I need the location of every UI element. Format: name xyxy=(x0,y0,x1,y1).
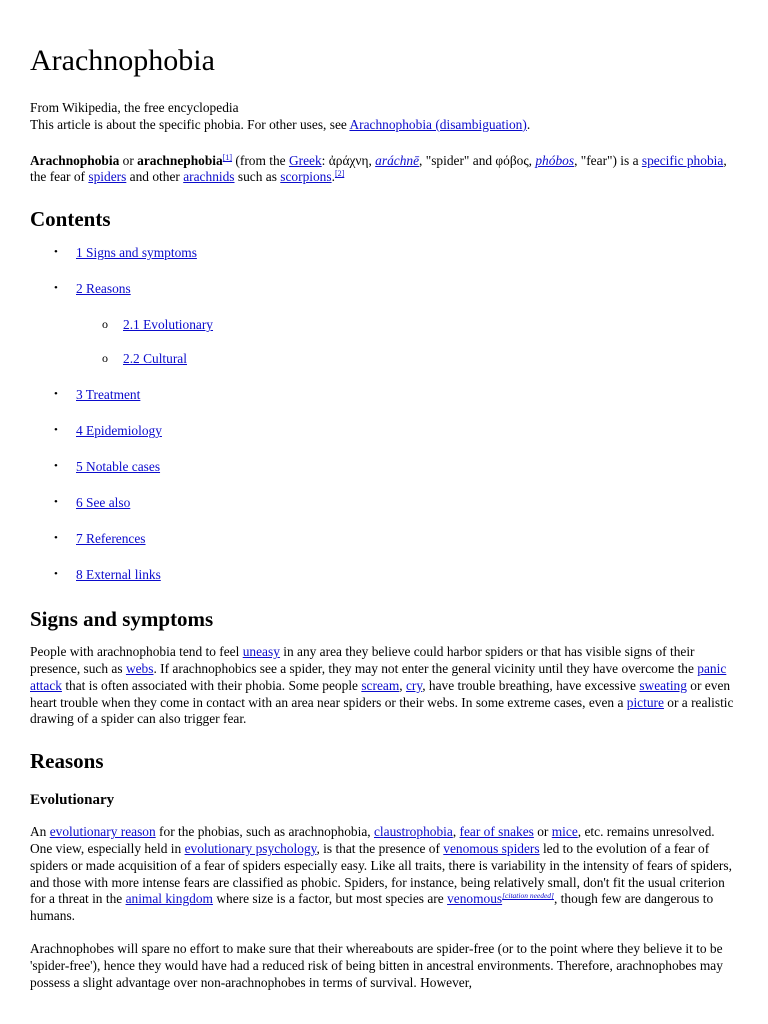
body-text: People with arachnophobia tend to feel xyxy=(30,644,243,660)
signs-heading: Signs and symptoms xyxy=(30,607,214,632)
scorpions-link[interactable]: scorpions xyxy=(280,169,332,185)
evolutionary-paragraph-2: Arachnophobes will spare no effort to make sure that their whereabouts are spider-free (or to the point where they believe it to be 'spider-free'), hence they would have had a reduced risk of being bitten in ancestral environments. Therefore, arachnophobes may possess a slight advantage over non-arachnophobes in terms of survival. However, xyxy=(30,940,723,990)
toc-item xyxy=(30,458,738,494)
lead-text: , the fear of xyxy=(30,152,727,185)
fear-of-snakes-link[interactable]: fear of snakes xyxy=(459,824,534,840)
body-text: , though few are dangerous to humans. xyxy=(30,891,714,924)
bullet-icon: • xyxy=(54,496,58,509)
body-text: or a realistic drawing of a spider can also trigger fear. xyxy=(30,694,734,727)
uneasy-link[interactable]: uneasy xyxy=(242,644,280,660)
phobos-link[interactable] xyxy=(535,153,574,168)
venomous-spiders-link[interactable]: venomous spiders xyxy=(443,840,540,856)
body-text: or even heart trouble when they come in contact with an area near spiders or their webs. In some extreme cases, even a xyxy=(30,677,731,710)
spiders-link[interactable]: spiders xyxy=(88,169,127,185)
arachnids-link[interactable]: arachnids xyxy=(183,169,235,185)
lead-text: , "fear") is a xyxy=(574,152,642,168)
evolutionary-heading: Evolutionary xyxy=(30,792,115,809)
toc-link-treatment[interactable]: 3 Treatment xyxy=(76,387,141,403)
ref-link-2[interactable]: [2] xyxy=(334,169,345,179)
hatnote-text: This article is about the specific phobia. For other uses, see xyxy=(30,116,350,132)
disambiguation-link[interactable]: Arachnophobia (disambiguation) xyxy=(349,116,527,132)
panic-attack-link[interactable]: panic attack xyxy=(30,660,727,693)
body-text: , etc. remains unresolved. One view, especially held in xyxy=(30,824,715,856)
tagline: From Wikipedia, the free encyclopedia xyxy=(30,100,239,115)
circle-bullet-icon: o xyxy=(102,351,108,366)
bullet-icon: • xyxy=(54,246,58,259)
toc-link-reasons[interactable]: 2 Reasons xyxy=(76,281,131,297)
toc-link-external-links[interactable]: 8 External links xyxy=(76,567,161,583)
lead-text: (from the xyxy=(232,152,289,168)
toc-subitem xyxy=(30,350,738,386)
lead-paragraph xyxy=(30,153,738,187)
toc-link-notable-cases[interactable]: 5 Notable cases xyxy=(76,459,161,475)
venomous-link[interactable]: venomous xyxy=(447,891,503,907)
evolutionary-reason-link[interactable]: evolutionary reason xyxy=(49,824,156,840)
scream-link[interactable]: scream xyxy=(361,677,400,693)
bullet-icon: • xyxy=(54,568,58,581)
bullet-icon: • xyxy=(54,532,58,545)
evolutionary-paragraph xyxy=(30,824,738,925)
bullet-icon: • xyxy=(54,282,58,295)
body-text: , is that the presence of xyxy=(316,840,444,856)
sweating-link[interactable]: sweating xyxy=(639,677,687,693)
circle-bullet-icon: o xyxy=(102,317,108,332)
lead-text: or xyxy=(119,152,138,168)
toc-link-signs[interactable]: 1 Signs and symptoms xyxy=(76,245,197,261)
bullet-icon: • xyxy=(54,460,58,473)
toc-link-cultural[interactable]: 2.2 Cultural xyxy=(123,351,187,367)
toc-link-references[interactable]: 7 References xyxy=(76,531,146,547)
hatnote xyxy=(30,117,738,134)
body-text: . If arachnophobics see a spider, they may not enter the general vicinity until they have overcome the xyxy=(153,660,698,676)
body-text: for the phobias, such as arachnophobia, xyxy=(155,824,374,840)
toc-subitem xyxy=(30,316,738,350)
body-text: in any area they believe could harbor spiders or that has visible signs of their presence, such as xyxy=(30,644,695,676)
body-text: where size is a factor, but most species are xyxy=(212,891,448,907)
toc-item xyxy=(30,566,738,602)
bullet-icon: • xyxy=(54,424,58,437)
table-of-contents xyxy=(30,244,738,602)
signs-paragraph xyxy=(30,644,738,728)
ref-link-1[interactable]: [1] xyxy=(222,152,233,162)
lead-text: : ἀράχνη, xyxy=(321,152,376,168)
body-text: or xyxy=(533,824,552,840)
evolutionary-psychology-link[interactable]: evolutionary psychology xyxy=(184,840,317,856)
reasons-heading: Reasons xyxy=(30,749,104,774)
picture-link[interactable]: picture xyxy=(626,694,664,710)
toc-item xyxy=(30,244,738,280)
toc-item xyxy=(30,386,738,422)
page-title: Arachnophobia xyxy=(30,44,215,77)
toc-item xyxy=(30,422,738,458)
hatnote-period: . xyxy=(526,116,531,132)
toc-link-epidemiology[interactable]: 4 Epidemiology xyxy=(76,423,162,439)
body-text: , xyxy=(452,824,460,840)
lead-text: such as xyxy=(234,169,281,185)
body-text: that is often associated with their phobia. Some people xyxy=(61,677,362,693)
webs-link[interactable]: webs xyxy=(125,660,154,676)
phobos-link-text: phóbos xyxy=(535,152,575,168)
body-text: An xyxy=(30,824,50,840)
body-text: , xyxy=(399,677,406,693)
bullet-icon: • xyxy=(54,388,58,401)
term-arachnephobia: arachnephobia xyxy=(137,152,223,168)
cry-link[interactable]: cry xyxy=(405,677,423,693)
lead-text: . xyxy=(331,169,335,185)
citation-needed-link[interactable]: [citation needed] xyxy=(502,891,554,901)
specific-phobia-link[interactable]: specific phobia xyxy=(641,152,724,168)
lead-text: and other xyxy=(126,169,184,185)
toc-item xyxy=(30,530,738,566)
arachne-link-text: aráchnē xyxy=(375,152,420,168)
contents-heading: Contents xyxy=(30,207,111,232)
animal-kingdom-link[interactable]: animal kingdom xyxy=(125,891,213,907)
toc-item xyxy=(30,280,738,316)
lead-text: , "spider" and φόβος, xyxy=(419,152,536,168)
greek-link[interactable]: Greek xyxy=(288,152,322,168)
toc-link-evolutionary[interactable]: 2.1 Evolutionary xyxy=(123,317,214,333)
claustrophobia-link[interactable]: claustrophobia xyxy=(373,824,453,840)
body-text: , have trouble breathing, have excessive xyxy=(422,677,640,693)
toc-item xyxy=(30,494,738,530)
term-arachnophobia: Arachnophobia xyxy=(30,152,120,168)
mice-link[interactable]: mice xyxy=(551,824,578,840)
toc-link-see-also[interactable]: 6 See also xyxy=(76,495,131,511)
arachne-link[interactable] xyxy=(375,153,419,168)
body-text: led to the evolution of a fear of spiders or made acquisition of a fear of spiders especially easy. Like all traits, there is variability in the intensity of fears of spiders, and those with more intense fears are classified as phobic. Spiders, for instance, being relatively small, don't fit the usual criterion for a threat in the xyxy=(30,840,732,907)
